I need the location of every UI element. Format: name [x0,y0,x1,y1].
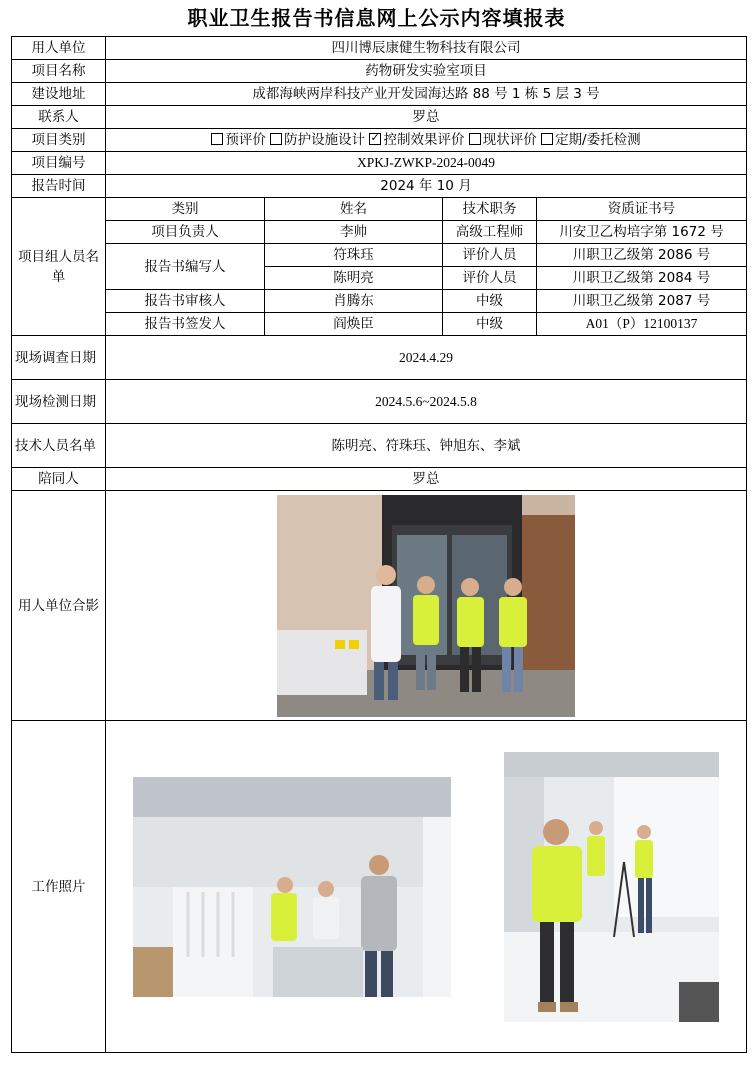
team-header-cert: 资质证书号 [537,198,747,221]
member-cert: 川职卫乙级第 2084 号 [537,267,747,290]
member-name: 阎焕臣 [265,313,443,336]
member-cert: 川安卫乙构培字第 1672 号 [537,221,747,244]
group-photo [277,495,575,717]
member-title: 评价人员 [443,267,537,290]
work-photos-cell [106,721,747,1053]
option-protection-design[interactable]: 防护设施设计 [270,132,365,148]
table-row [12,244,747,267]
member-cert: A01（P）12100137 [537,313,747,336]
work-photo-lab-image [133,777,451,997]
table-row [12,313,747,336]
row-survey-date [12,336,747,380]
report-time-label: 报告时间 [12,175,106,198]
member-cert: 川职卫乙级第 2087 号 [537,290,747,313]
row-detection-date [12,380,747,424]
checkbox-icon[interactable] [469,133,481,145]
row-group-photo [12,491,747,721]
row-project-no [12,152,747,175]
project-type-options [106,129,747,152]
table-row [12,290,747,313]
project-no-value: XPKJ-ZWKP-2024-0049 [106,152,747,175]
row-project-type [12,129,747,152]
row-employer [12,37,747,60]
checkbox-icon[interactable] [541,133,553,145]
form-title: 职业卫生报告书信息网上公示内容填报表 [187,6,566,30]
checked-checkbox-icon[interactable] [369,133,381,145]
member-name: 陈明亮 [265,267,443,290]
escort-value: 罗总 [106,468,747,491]
project-name-label: 项目名称 [12,60,106,83]
member-role: 报告书编写人 [106,244,265,290]
member-title: 评价人员 [443,244,537,267]
team-header-name: 姓名 [265,198,443,221]
option-periodic-testing[interactable]: 定期/委托检测 [541,132,641,148]
group-photo-image [277,495,575,717]
member-title: 中级 [443,290,537,313]
table-row [12,221,747,244]
member-role: 报告书签发人 [106,313,265,336]
group-photo-cell [106,491,747,721]
member-role: 报告书审核人 [106,290,265,313]
group-photo-label: 用人单位合影 [12,491,106,721]
work-photo-lab [133,777,451,997]
member-name: 肖腾东 [265,290,443,313]
project-no-label: 项目编号 [12,152,106,175]
row-address [12,83,747,106]
team-header-row [12,198,747,221]
contact-label: 联系人 [12,106,106,129]
contact-value: 罗总 [106,106,747,129]
member-title: 中级 [443,313,537,336]
address-label: 建设地址 [12,83,106,106]
member-cert: 川职卫乙级第 2086 号 [537,244,747,267]
employer-label: 用人单位 [12,37,106,60]
member-name: 李帅 [265,221,443,244]
row-tech-staff [12,424,747,468]
address-value: 成都海峡两岸科技产业开发园海达路 88 号 1 栋 5 层 3 号 [106,83,747,106]
work-photo-corridor [504,752,719,1022]
detection-date-label: 现场检测日期 [12,380,106,424]
member-role: 项目负责人 [106,221,265,244]
work-photos-row [106,752,746,1022]
row-escort [12,468,747,491]
option-control-effect[interactable]: ✓ 控制效果评价 [369,132,464,148]
option-status-evaluation[interactable]: 现状评价 [469,132,537,148]
team-label: 项目组人员名单 [12,198,106,336]
row-contact [12,106,747,129]
team-header-title: 技术职务 [443,198,537,221]
employer-value: 四川博辰康健生物科技有限公司 [106,37,747,60]
work-photos-label: 工作照片 [12,721,106,1053]
row-project-name [12,60,747,83]
work-photo-corridor-image [504,752,719,1022]
report-time-value: 2024 年 10 月 [106,175,747,198]
team-header-role: 类别 [106,198,265,221]
row-work-photos [12,721,747,1053]
row-report-time [12,175,747,198]
option-pre-evaluation[interactable]: 预评价 [211,132,266,148]
detection-date-value: 2024.5.6~2024.5.8 [106,380,747,424]
survey-date-label: 现场调查日期 [12,336,106,380]
project-name-value: 药物研发实验室项目 [106,60,747,83]
escort-label: 陪同人 [12,468,106,491]
checkbox-icon[interactable] [211,133,223,145]
member-name: 符珠珏 [265,244,443,267]
disclosure-form [11,36,747,1053]
project-type-label: 项目类别 [12,129,106,152]
checkbox-icon[interactable] [270,133,282,145]
tech-staff-value: 陈明亮、符珠珏、钟旭东、李斌 [106,424,747,468]
member-title: 高级工程师 [443,221,537,244]
survey-date-value: 2024.4.29 [106,336,747,380]
tech-staff-label: 技术人员名单 [12,424,106,468]
